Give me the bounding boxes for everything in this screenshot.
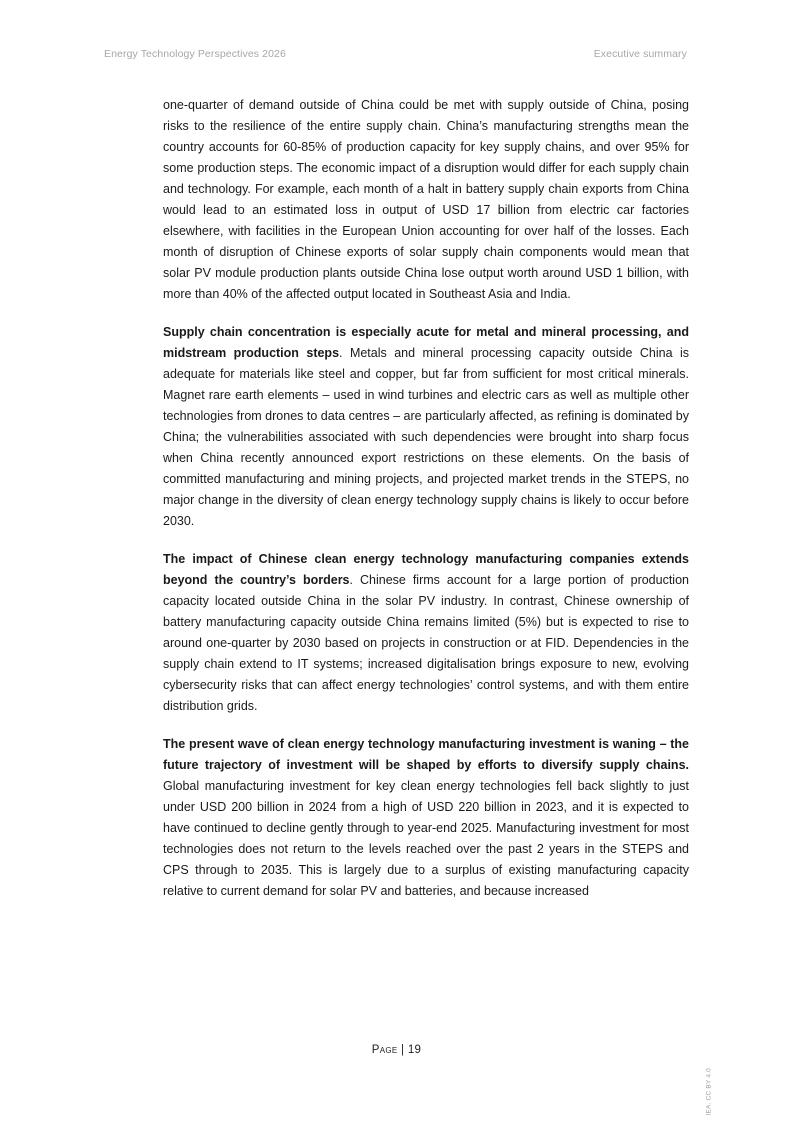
license-side-note: IEA. CC BY 4.0 xyxy=(705,1068,712,1116)
page-header xyxy=(104,48,687,60)
header-section-title: Executive summary xyxy=(593,48,687,60)
paragraph-lead-bold: Supply chain concentration is especially acute for metal and mineral processing, and midstream production steps xyxy=(163,325,689,360)
paragraph-text: one-quarter of demand outside of China could be met with supply outside of China, posing risks to the resilience of the entire supply chain. China’s manufacturing strengths mean the country accounts for 60-85% of production capacity for key supply chains, and over 95% for some production steps. The economic impact of a disruption would differ for each supply chain and technology. For example, each month of a halt in battery supply chain exports from China would lead to an estimated loss in output of USD 17 billion from electric car factories elsewhere, with facilities in the European Union accounting for over half of the losses. Each month of disruption of Chinese exports of solar supply chain components would mean that solar PV module production plants outside China lose output worth around USD 1 billion, with more than 40% of the affected output located in Southeast Asia and India. xyxy=(163,98,689,301)
paragraph xyxy=(163,549,689,717)
document-body xyxy=(163,95,689,902)
page-footer xyxy=(0,1044,793,1056)
header-document-title: Energy Technology Perspectives 2026 xyxy=(104,48,286,60)
paragraph xyxy=(163,95,689,305)
paragraph-text: . Metals and mineral processing capacity outside China is adequate for materials like steel and copper, but far from sufficient for most critical minerals. Magnet rare earth elements – used in wind turbines and electric cars as well as multiple other technologies from drones to data centres – are particularly affected, as refining is dominated by China; the vulnerabilities associated with such dependencies were brought into sharp focus when China recently announced export restrictions on these elements. On the basis of committed manufacturing and mining projects, and projected market trends in the STEPS, no major change in the diversity of clean energy technology supply chains is likely to occur before 2030. xyxy=(163,346,689,528)
paragraph-lead-bold: The present wave of clean energy technology manufacturing investment is waning – the future trajectory of investment will be shaped by efforts to diversify supply chains. xyxy=(163,737,689,772)
paragraph xyxy=(163,322,689,532)
paragraph xyxy=(163,734,689,902)
paragraph-text: . Chinese firms account for a large portion of production capacity located outside China in the solar PV industry. In contrast, Chinese ownership of battery manufacturing capacity outside China remains limited (5%) but is expected to rise to around one-quarter by 2030 based on projects in construction or at FID. Dependencies in the supply chain extend to IT systems; increased digitalisation brings exposure to new, evolving cybersecurity risks that can affect energy technologies’ control systems, and with them entire distribution grids. xyxy=(163,573,689,713)
paragraph-text: Global manufacturing investment for key clean energy technologies fell back slightly to just under USD 200 billion in 2024 from a high of USD 220 billion in 2023, and it is expected to have continued to decline gently through to year-end 2025. Manufacturing investment for most technologies does not return to the levels reached over the past 2 years in the STEPS and CPS through to 2035. This is largely due to a surplus of existing manufacturing capacity relative to current demand for solar PV and batteries, and because increased xyxy=(163,779,689,898)
page-number: Page | 19 xyxy=(371,1044,422,1056)
paragraph-lead-bold: The impact of Chinese clean energy technology manufacturing companies extends beyond the country’s borders xyxy=(163,552,689,587)
